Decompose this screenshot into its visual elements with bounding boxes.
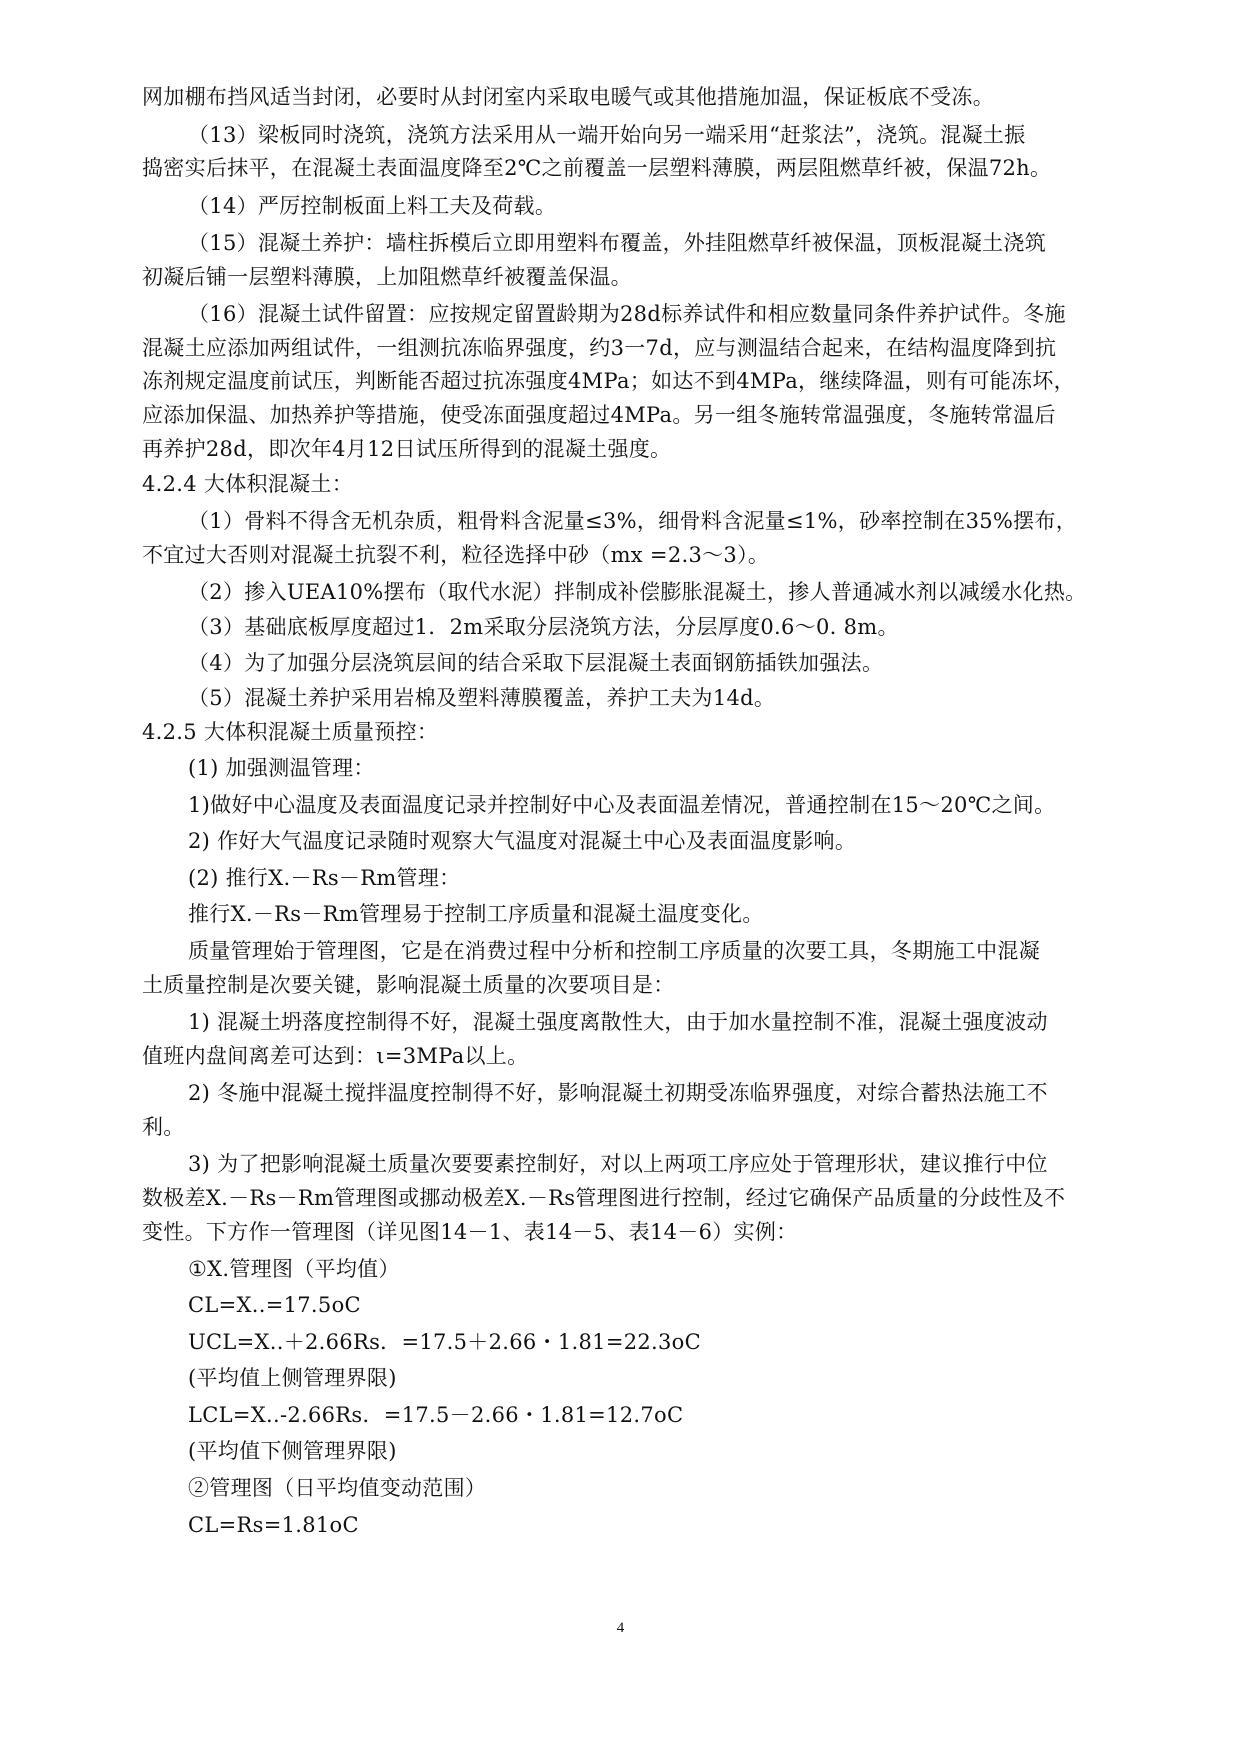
formula-line: UCL=X..＋2.66Rs．=17.5＋2.66・1.81=22.3oC — [188, 1330, 701, 1354]
formula-note: (平均值上侧管理界限) — [188, 1366, 397, 1390]
list-item: 3) 为了把影响混凝土质量次要要素控制好，对以上两项工序应处于管理形状，建议推行中位 — [188, 1152, 1048, 1176]
list-item: 2) 作好大气温度记录随时观察大气温度对混凝土中心及表面温度影响。 — [188, 829, 857, 853]
text-line: 变性。下方作一管理图（详见图14－1、表14－5、表14－6）实例： — [142, 1220, 798, 1244]
list-item: （2）掺入UEA10%摆布（取代水泥）拌制成补偿膨胀混凝土，掺人普通减水剂以减缓水化热。 — [188, 580, 1087, 604]
text-line: 再养护28d，即次年4月12日试压所得到的混凝土强度。 — [142, 437, 672, 461]
list-item: （1）骨料不得含无机杂质，粗骨料含泥量≤3%，细骨料含泥量≤1%，砂率控制在35%摆布， — [188, 509, 1078, 533]
page-number: 4 — [616, 1620, 625, 1636]
formula-note: (平均值下侧管理界限) — [188, 1439, 397, 1463]
text-line: 混凝土应添加两组试件，一组测抗冻临界强度，约3一7d，应与测温结合起来，在结构温度降到抗 — [142, 336, 1057, 360]
text-line: 数极差X.－Rs－Rm管理图或挪动极差X.－Rs管理图进行控制，经过它确保产品质量的分歧性及不 — [142, 1186, 1066, 1210]
list-item: (1) 加强测温管理： — [188, 756, 375, 780]
paragraph-16: （16）混凝土试件留置：应按规定留置龄期为28d标养试件和相应数量同条件养护试件。冬施 — [188, 302, 1066, 326]
text-line: 捣密实后抹平，在混凝土表面温度降至2℃之前覆盖一层塑料薄膜，两层阻燃草纤被，保温72h。 — [142, 156, 1052, 180]
list-item: 2) 冬施中混凝土搅拌温度控制得不好，影响混凝土初期受冻临界强度，对综合蓄热法施工不 — [188, 1081, 1048, 1105]
list-item: （5）混凝土养护采用岩棉及塑料薄膜覆盖，养护工夫为14d。 — [188, 686, 776, 710]
text-line: 利。 — [142, 1115, 185, 1139]
text-line: 冻剂规定温度前试压，判断能否超过抗冻强度4MPa；如达不到4MPa，继续降温，则有可能冻坏， — [142, 369, 1075, 393]
text-line: 质量管理始于管理图，它是在消费过程中分析和控制工序质量的次要工具，冬期施工中混凝 — [188, 939, 1040, 963]
paragraph-15: （15）混凝土养护：墙柱拆模后立即用塑料布覆盖，外挂阻燃草纤被保温，顶板混凝土浇筑 — [188, 231, 1047, 255]
section-heading-4-2-5: 4.2.5 大体积混凝土质量预控： — [142, 720, 439, 744]
paragraph-14: （14）严厉控制板面上料工夫及荷载。 — [188, 194, 557, 218]
section-heading-4-2-4: 4.2.4 大体积混凝土： — [142, 472, 354, 496]
formula-line: LCL=X..-2.66Rs．=17.5－2.66・1.81=12.7oC — [188, 1403, 684, 1427]
formula-heading: ②管理图（日平均值变动范围） — [188, 1476, 487, 1500]
list-item: (2) 推行X.－Rs－Rm管理： — [188, 866, 461, 890]
text-line: 土质量控制是次要关键，影响混凝土质量的次要项目是： — [142, 973, 675, 997]
text-line: 应添加保温、加热养护等措施，使受冻面强度超过4MPa。另一组冬施转常温强度，冬施转常温后 — [142, 403, 1056, 427]
text-line: 不宜过大否则对混凝土抗裂不利，粒径选择中砂（mx =2.3～3）。 — [142, 543, 770, 567]
formula-line: CL=X..=17.5oC — [188, 1293, 361, 1317]
list-item: 1)做好中心温度及表面温度记录并控制好中心及表面温差情况，普通控制在15～20℃之间。 — [188, 793, 1056, 817]
text-line: 网加棚布挡风适当封闭，必要时从封闭室内采取电暖气或其他措施加温，保证板底不受冻。 — [142, 85, 994, 109]
formula-heading: ①X.管理图（平均值） — [188, 1257, 400, 1281]
list-item: （4）为了加强分层浇筑层间的结合采取下层混凝土表面钢筋插铁加强法。 — [188, 651, 884, 675]
list-item: 1) 混凝土坍落度控制得不好，混凝土强度离散性大，由于加水量控制不准，混凝土强度波动 — [188, 1010, 1048, 1034]
text-line: 值班内盘间离差可达到：ι=3MPa以上。 — [142, 1044, 529, 1068]
paragraph-13-title: （13）梁板同时浇筑，浇筑方法采用从一端开始向另一端采用“赶浆法”，浇筑。混凝土振 — [188, 123, 1026, 147]
text-line: 初凝后铺一层塑料薄膜，上加阻燃草纤被覆盖保温。 — [142, 265, 632, 289]
text-line: 推行X.－Rs－Rm管理易于控制工序质量和混凝土温度变化。 — [188, 902, 764, 926]
list-item: （3）基础底板厚度超过1．2m采取分层浇筑方法，分层厚度0.6～0. 8m。 — [188, 615, 899, 639]
formula-line: CL=Rs=1.81oC — [188, 1513, 359, 1537]
